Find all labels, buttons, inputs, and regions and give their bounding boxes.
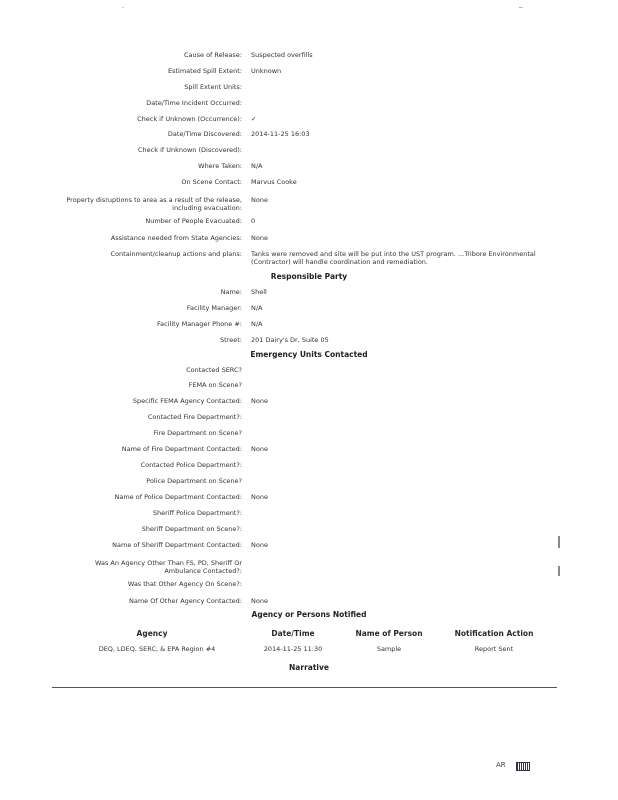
field-value: Tanks were removed and site will be put into the UST program. ...Tribore Environmental (Contractor) will handle coordination and remediation. [251,250,536,266]
field-value: Suspected overfills [251,51,313,59]
field-label: Sheriff Department on Scene?: [141,525,242,533]
field-label: Estimated Spill Extent: [168,67,242,75]
field-label: Contacted Fire Department?: [147,413,242,421]
cell-name-of-person: Sample [376,645,402,653]
field-label: Assistance needed from State Agencies: [110,234,242,242]
field-value: None [251,234,268,242]
field-label: Police Department on Scene? [146,477,242,485]
field-label: Name: [220,288,242,296]
field-value: Unknown [251,67,282,75]
field-label: Date/Time Incident Occurred: [146,99,242,107]
field-value: Marvus Cooke [251,178,297,186]
field-value: Shell [251,288,267,296]
field-value: None [251,196,268,204]
narrative-heading: Narrative [289,663,329,672]
field-label: Containment/cleanup actions and plans: [110,250,242,258]
field-label: FEMA on Scene? [188,381,242,389]
field-label: Specific FEMA Agency Contacted: [132,397,242,405]
field-value: ✓ [251,115,257,123]
field-value: None [251,493,268,501]
scan-edge-mark [558,536,560,548]
scan-edge-mark-lower [558,566,560,576]
field-label: Property disruptions to area as a result of the release, including evacuation: [66,196,242,212]
footer-initials: AR [496,761,506,769]
col-agency: Agency [136,629,168,638]
field-value: N/A [251,162,263,170]
cell-datetime: 2014-11-25 11:30 [263,645,323,653]
page-bottom-rule [52,687,557,688]
field-value: N/A [251,304,263,312]
cell-agency: DEQ, LDEQ, SERC, & EPA Region #4 [98,645,216,653]
field-label: Name of Police Department Contacted: [114,493,242,501]
field-label: Date/Time Discovered: [167,130,242,138]
responsible-party-heading: Responsible Party [270,272,348,281]
field-value: 201 Dairy's Dr, Suite 05 [251,336,329,344]
col-datetime: Date/Time [271,629,315,638]
field-label: On Scene Contact: [181,178,242,186]
field-label: Facility Manager Phone #: [157,320,242,328]
field-label: Was that Other Agency On Scene?: [127,580,242,588]
header-dash-mark: _ [519,0,523,8]
field-label: Sheriff Police Department?: [152,509,242,517]
col-notification-action: Notification Action [454,629,534,638]
field-label: Contacted Police Department?: [140,461,242,469]
field-label: Fire Department on Scene? [153,429,242,437]
col-name-of-person: Name of Person [355,629,423,638]
cell-notification-action: Report Sent [474,645,514,653]
field-value: None [251,541,268,549]
bates-stamp-icon [516,762,530,771]
field-label: Facility Manager: [186,304,242,312]
field-label: Name of Fire Department Contacted: [121,445,242,453]
field-label: Check if Unknown (Discovered): [138,146,242,154]
field-label: Number of People Evacuated: [145,217,242,225]
field-value: None [251,597,268,605]
field-value: None [251,445,268,453]
field-label: Where Taken: [198,162,242,170]
field-label: Name of Sheriff Department Contacted: [112,541,242,549]
field-value: 0 [251,217,256,225]
field-label: Street: [220,336,242,344]
agency-notified-heading: Agency or Persons Notified [251,610,367,619]
field-label: Name Of Other Agency Contacted: [128,597,242,605]
field-value: 2014-11-25 16:03 [251,130,310,138]
header-dot-mark: . [122,2,125,10]
field-label: Cause of Release: [183,51,242,59]
field-label: Check if Unknown (Occurrence): [137,115,242,123]
emergency-units-heading: Emergency Units Contacted [250,350,368,359]
field-label: Contacted SERC? [186,366,242,374]
field-label: Spill Extent Units: [184,83,242,91]
field-label: Was An Agency Other Than FS, PD, Sheriff Or Ambulance Contacted?: [94,559,242,575]
field-value: N/A [251,320,263,328]
field-value: None [251,397,268,405]
